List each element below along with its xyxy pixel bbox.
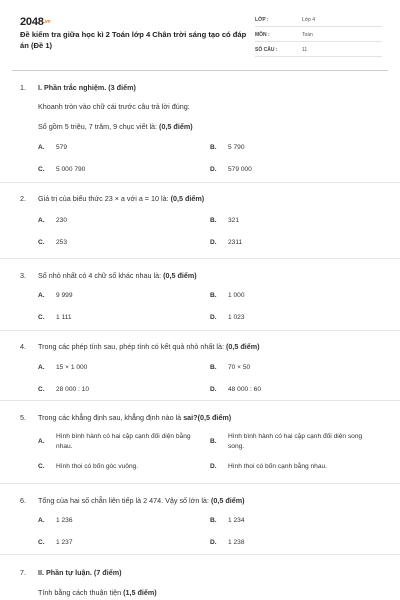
option-text: 1 000 [228, 292, 245, 299]
option-text: Hình thoi có bốn góc vuông. [56, 463, 139, 470]
option-c[interactable] [38, 314, 72, 321]
question-7 [0, 555, 400, 600]
question-points: (0,5 điểm) [159, 122, 193, 131]
document-header [20, 14, 382, 64]
question-points: (0,5 điểm) [225, 342, 260, 351]
question-stem: Tổng của hai số chẵn liên tiếp là 2 474. Vậy số lớn là: [38, 496, 209, 505]
question-number: 3. [20, 271, 26, 280]
meta-value: Toán [302, 32, 313, 38]
question-points: (0,5 điểm) [210, 496, 245, 505]
option-text: 15 × 1 000 [56, 364, 88, 371]
question-number: 7. [20, 568, 26, 577]
option-d[interactable] [210, 239, 242, 246]
question-points: (0,5 điểm) [170, 194, 205, 203]
exam-meta [255, 14, 382, 59]
option-letter: D. [210, 314, 217, 321]
question-heading [20, 496, 245, 505]
question-heading [20, 194, 204, 203]
option-text: 70 × 50 [228, 364, 251, 371]
question-stem: Trong các phép tính sau, phép tính có kết quả nhỏ nhất là: [38, 342, 224, 351]
meta-row-subject [255, 29, 382, 42]
question-stem: Số gồm 5 triệu, 7 trăm, 9 chục viết là: [38, 122, 158, 131]
option-text: 230 [56, 217, 68, 224]
question-number: 2. [20, 194, 26, 203]
option-text: 5 790 [228, 144, 245, 151]
option-letter: A. [38, 517, 45, 524]
option-d[interactable] [210, 386, 261, 393]
question-stem: Tính bằng cách thuận tiện [38, 588, 122, 597]
option-letter: A. [38, 438, 45, 445]
question-number: 1. [20, 83, 26, 92]
question-3 [0, 259, 400, 331]
option-text: 579 000 [228, 166, 252, 173]
option-text: 28 000 : 10 [56, 386, 89, 393]
option-text: 9 999 [56, 292, 73, 299]
option-text: 253 [56, 239, 68, 246]
option-letter: A. [38, 292, 45, 299]
option-text: 1 236 [56, 517, 73, 524]
question-2 [0, 183, 400, 259]
option-letter: A. [38, 144, 45, 151]
question-5 [0, 401, 400, 484]
meta-key: LỚP : [255, 17, 269, 23]
option-c[interactable] [38, 386, 89, 393]
option-text: Hình bình hành có hai cặp cạnh đối diện song song. [228, 433, 363, 450]
option-b[interactable] [210, 292, 245, 299]
option-a[interactable] [38, 432, 204, 451]
section-title: II. Phần tự luận. (7 điểm) [38, 568, 122, 577]
option-d[interactable] [210, 314, 245, 321]
question-emphasis: sai? [183, 413, 198, 422]
meta-key: MÔN : [255, 32, 270, 38]
site-logo[interactable] [20, 16, 50, 28]
option-b[interactable] [210, 144, 245, 151]
option-letter: A. [38, 217, 45, 224]
instruction-text: Khoanh tròn vào chữ cái trước câu trả lời đúng: [38, 102, 190, 111]
option-letter: C. [38, 539, 45, 546]
option-text: Hình bình hành có hai cặp cạnh đối diện bằng nhau. [56, 433, 191, 450]
option-letter: D. [210, 239, 217, 246]
option-letter: D. [210, 386, 217, 393]
option-text: 48 000 : 60 [228, 386, 261, 393]
question-stem: Giá trị của biểu thức 23 × a với a = 10 là: [38, 194, 169, 203]
option-d[interactable] [210, 166, 252, 173]
option-letter: B. [210, 364, 217, 371]
option-letter: D. [210, 463, 217, 470]
meta-value: Lớp 4 [302, 17, 316, 23]
page-title: Đề kiểm tra giữa học kì 2 Toán lớp 4 Chân trời sáng tạo có đáp án (Đề 1) [20, 30, 247, 50]
option-a[interactable] [38, 144, 67, 151]
question-list [0, 70, 400, 600]
option-letter: C. [38, 166, 45, 173]
option-text: 1 023 [228, 314, 245, 321]
question-4 [0, 331, 400, 401]
option-b[interactable] [210, 364, 250, 371]
question-points: (0,5 điểm) [163, 271, 197, 280]
option-letter: C. [38, 239, 45, 246]
option-letter: C. [38, 463, 45, 470]
option-text: 321 [228, 217, 240, 224]
question-number: 6. [20, 496, 26, 505]
option-b[interactable] [210, 217, 239, 224]
option-letter: B. [210, 517, 217, 524]
question-heading [20, 568, 121, 577]
option-letter: A. [38, 364, 45, 371]
question-heading [20, 271, 197, 280]
question-stem: Trong các khẳng định sau, khẳng định nào là [38, 413, 182, 422]
option-text: Hình thoi có bốn cạnh bằng nhau. [228, 463, 327, 470]
option-a[interactable] [38, 217, 67, 224]
logo-suffix: .vn [43, 19, 51, 26]
question-heading [20, 413, 231, 422]
option-letter: D. [210, 539, 217, 546]
option-c[interactable] [38, 239, 67, 246]
meta-row-count [255, 44, 382, 57]
option-text: 1 238 [228, 539, 245, 546]
option-letter: B. [210, 144, 217, 151]
question-number: 4. [20, 342, 26, 351]
option-letter: C. [38, 386, 45, 393]
question-points: (0,5 điểm) [197, 413, 232, 422]
option-text: 1 237 [56, 539, 73, 546]
question-heading [20, 342, 260, 351]
logo-text: 2048 [20, 16, 44, 28]
question-points: (1,5 điểm) [123, 588, 157, 597]
option-letter: B. [210, 292, 217, 299]
option-a[interactable] [38, 364, 87, 371]
option-text: 1 111 [56, 314, 72, 321]
option-text: 579 [56, 144, 68, 151]
option-letter: D. [210, 166, 217, 173]
meta-key: SỐ CÂU : [255, 47, 278, 53]
option-text: 5 000 790 [56, 166, 86, 173]
section-title: I. Phần trắc nghiệm. (3 điểm) [38, 83, 136, 92]
question-text [38, 588, 157, 597]
question-number: 5. [20, 413, 26, 422]
question-1 [0, 70, 400, 183]
option-letter: B. [210, 217, 217, 224]
option-d[interactable] [210, 463, 327, 470]
option-c[interactable] [38, 463, 138, 470]
option-letter: C. [38, 314, 45, 321]
option-letter: B. [210, 438, 217, 445]
question-text [38, 122, 193, 131]
question-heading [20, 83, 136, 92]
meta-row-class [255, 14, 382, 27]
option-text: 1 234 [228, 517, 245, 524]
option-b[interactable] [210, 517, 245, 524]
question-stem: Số nhỏ nhất có 4 chữ số khác nhau là: [38, 271, 162, 280]
meta-value: 11 [302, 47, 308, 53]
option-d[interactable] [210, 539, 245, 546]
option-c[interactable] [38, 166, 85, 173]
option-text: 2311 [228, 239, 243, 246]
option-c[interactable] [38, 539, 73, 546]
option-b[interactable] [210, 432, 376, 451]
option-a[interactable] [38, 292, 73, 299]
option-a[interactable] [38, 517, 73, 524]
question-6 [0, 484, 400, 555]
